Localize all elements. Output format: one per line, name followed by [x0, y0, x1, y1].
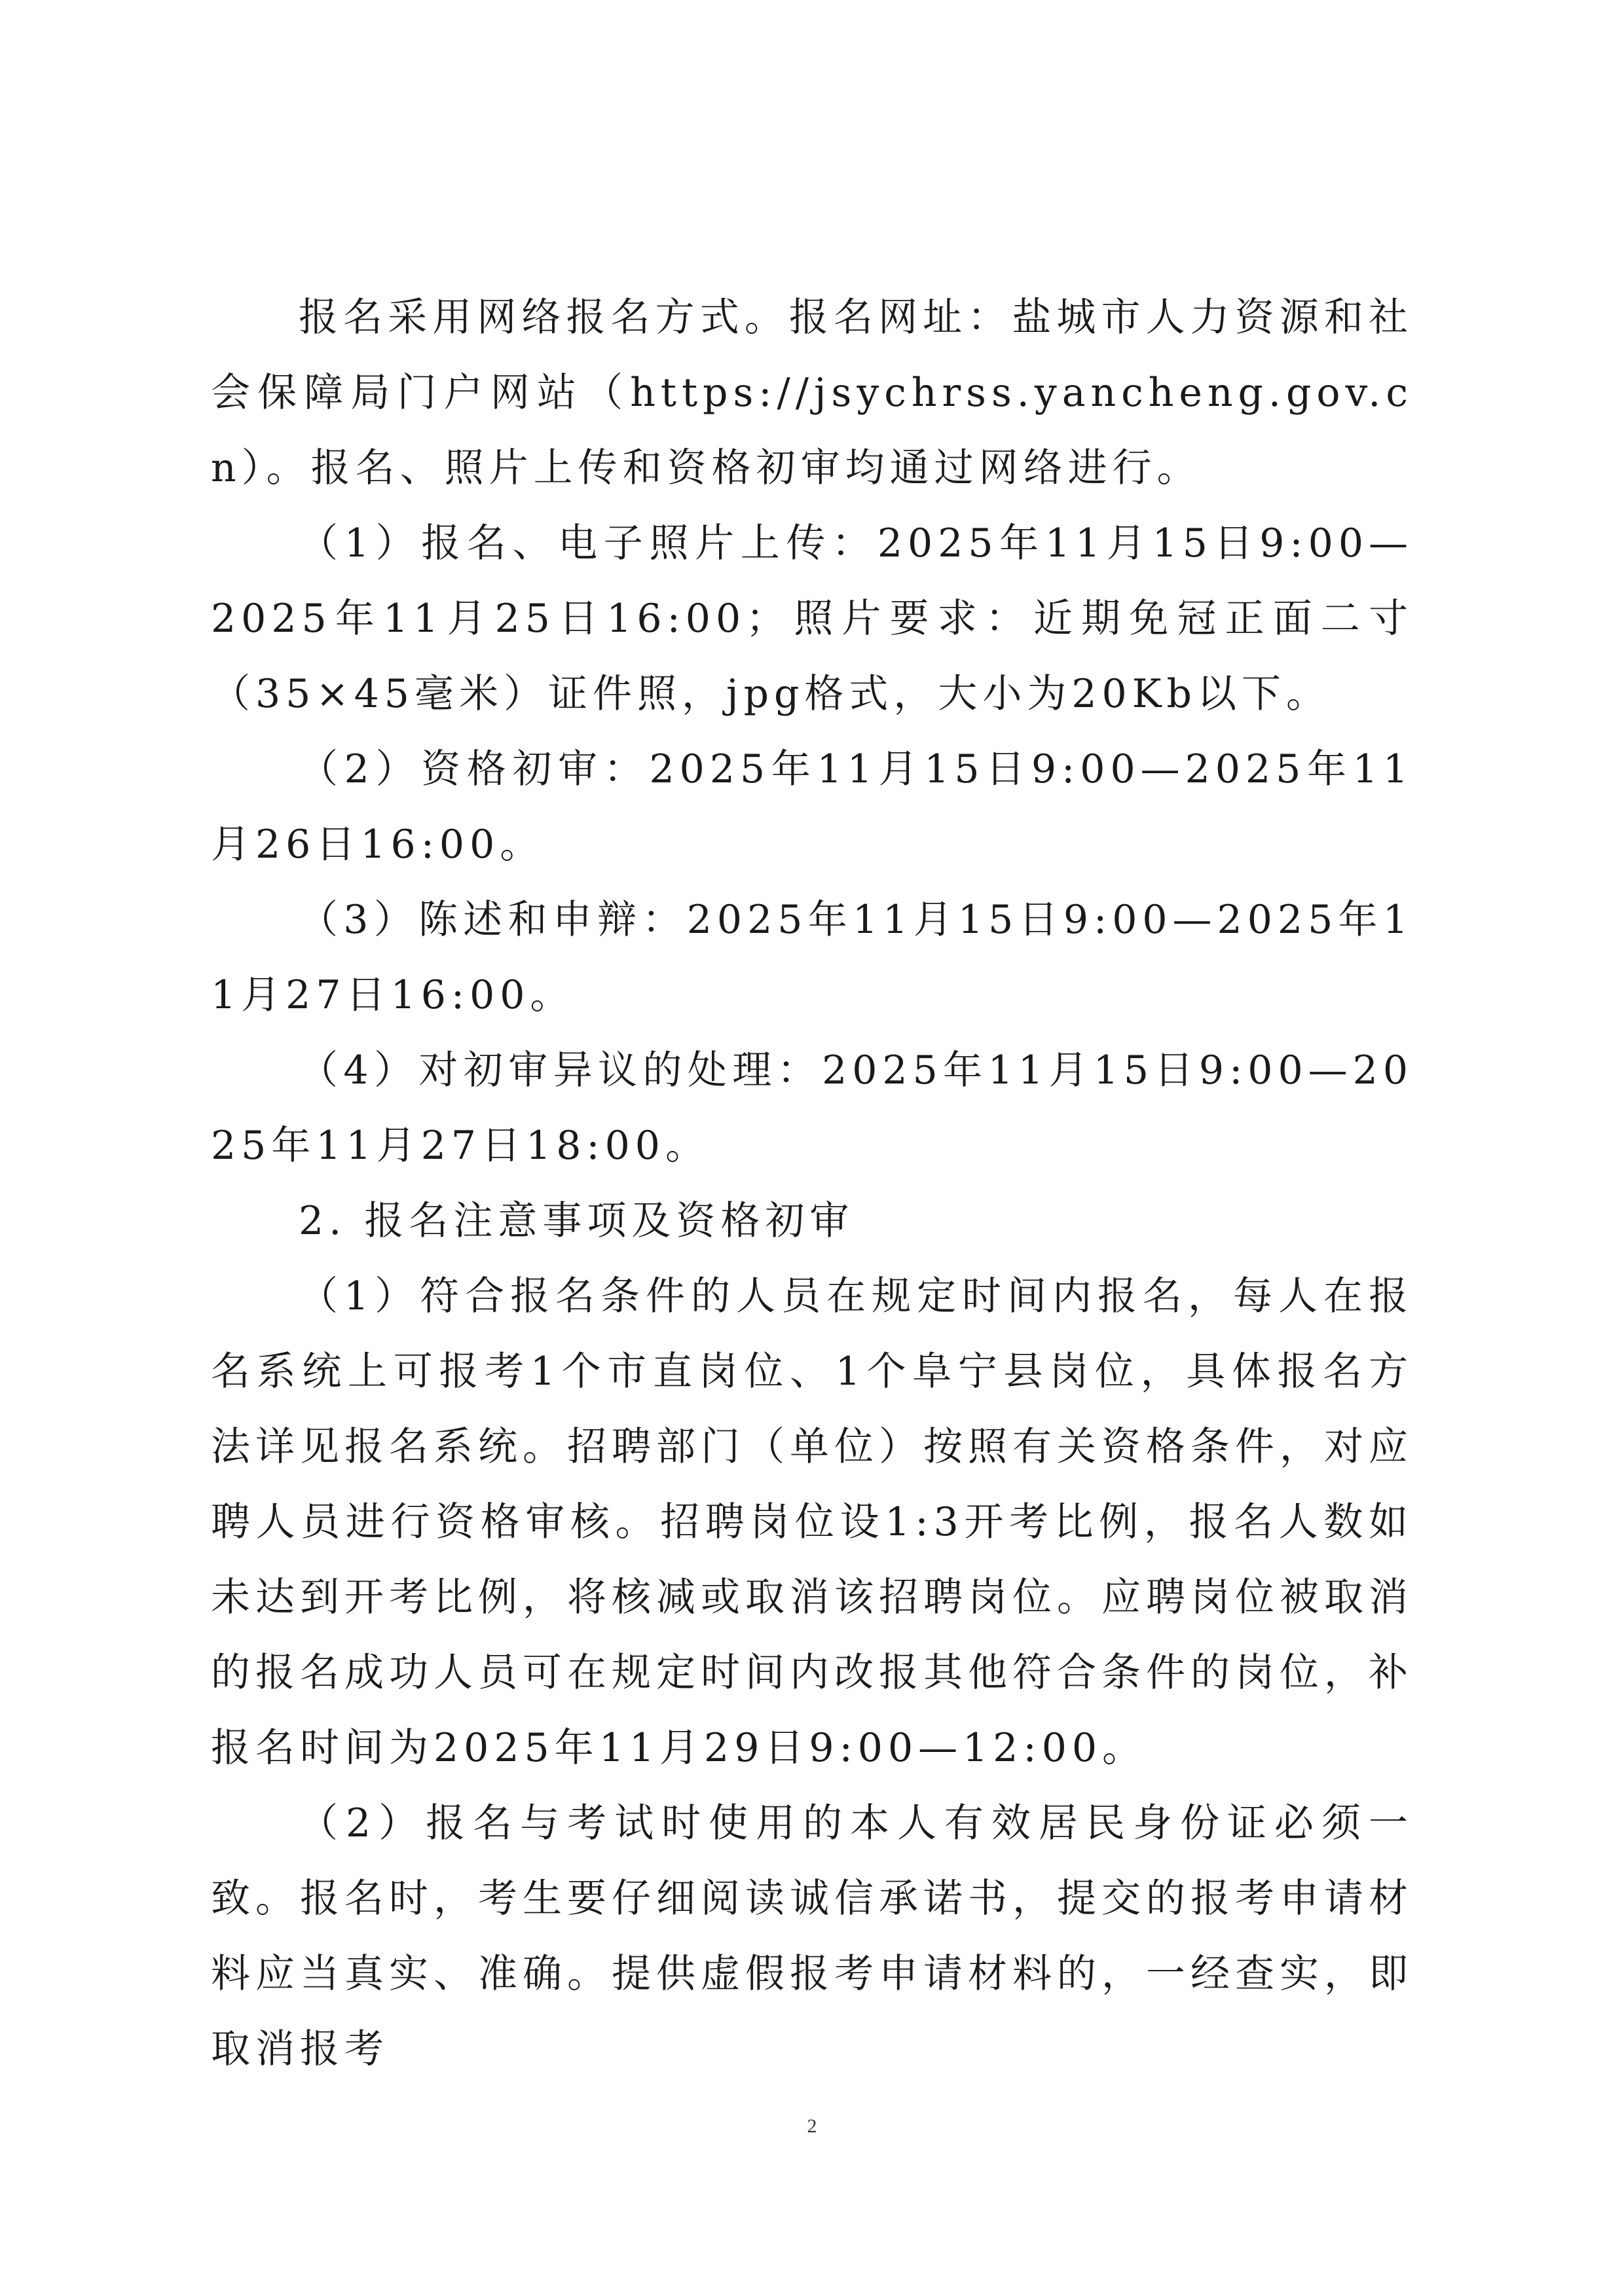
paragraph-objection-handling: （4）对初审异议的处理：2025年11月15日9:00—2025年11月27日18:00。: [211, 1048, 1413, 1169]
paragraph-registration-method: 报名采用网络报名方式。报名网址：盐城市人力资源和社会保障局门户网站（https://jsychrss.yancheng.gov.cn）。报名、照片上传和资格初审均通过网络进行。: [211, 295, 1413, 491]
paragraph-id-consistency: （2）报名与考试时使用的本人有效居民身份证必须一致。报名时，考生要仔细阅读诚信承诺书，提交的报考申请材料应当真实、准确。提供虚假报考申请材料的，一经查实，即取消报考: [211, 1800, 1413, 2072]
paragraph-qualification-review: （2）资格初审：2025年11月15日9:00—2025年11月26日16:00。: [211, 746, 1413, 867]
body-text: [211, 280, 1413, 2087]
paragraph-registration-photo-upload: （1）报名、电子照片上传：2025年11月15日9:00—2025年11月25日16:00；照片要求：近期免冠正面二寸（35×45毫米）证件照，jpg格式，大小为20Kb以下。: [211, 520, 1413, 717]
paragraph-statement-defense: （3）陈述和申辩：2025年11月15日9:00—2025年11月27日16:00。: [211, 897, 1413, 1018]
page-number: 2: [807, 2115, 817, 2137]
paragraph-registration-rules: （1）符合报名条件的人员在规定时间内报名，每人在报名系统上可报考1个市直岗位、1个阜宁县岗位，具体报名方法详见报名系统。招聘部门（单位）按照有关资格条件，对应聘人员进行资格审核。招聘岗位设1:3开考比例，报名人数如未达到开考比例，将核减或取消该招聘岗位。应聘岗位被取消的报名成功人员可在规定时间内改报其他符合条件的岗位，补报名时间为2025年11月29日9:00—12:00。: [211, 1273, 1413, 1771]
section-heading-registration-notes: 2. 报名注意事项及资格初审: [299, 1198, 855, 1244]
